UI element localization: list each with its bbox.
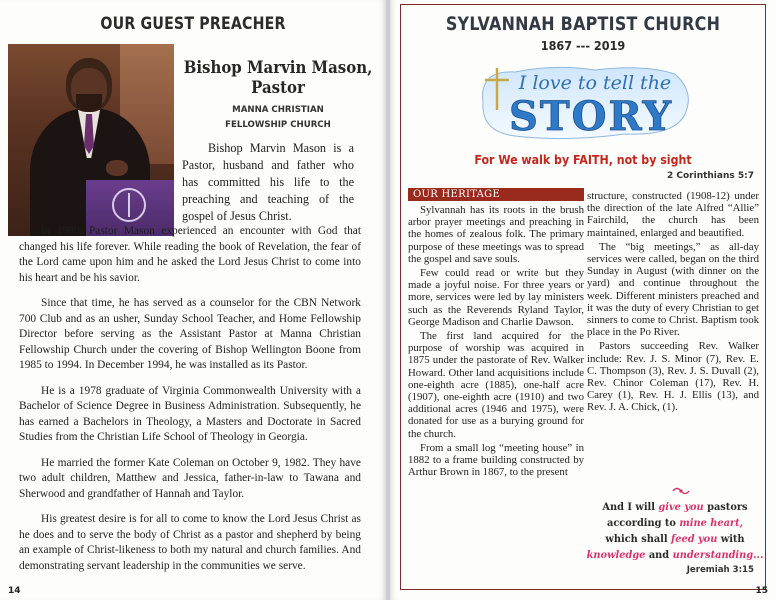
logo-line-2: STORY xyxy=(508,93,674,140)
faith-reference: 2 Corinthians 5:7 xyxy=(666,171,754,181)
left-page xyxy=(0,0,386,600)
bio-paragraph: He married the former Kate Coleman on October 9, 1982. They have two adult children, Matthew and Jessica, father-in-law to Tawana and Sherwood and grandfather of Hannah and Taylor. xyxy=(19,456,361,500)
page-number-right: 15 xyxy=(755,586,768,596)
verse-text: which shall xyxy=(605,534,672,545)
scripture-verse xyxy=(586,500,764,564)
biography-body xyxy=(19,224,361,584)
intro-paragraph: Bishop Marvin Mason is a Pastor, husband and father who has committed his life to the preaching and teaching of the gospel of Jesus Christ. xyxy=(182,141,354,223)
heritage-paragraph: Few could read or write but they made a joyful noise. For three years or more, services were led by lay ministers such as the Reverends Ryland Taylor, George Madison and Charlie Dawson. xyxy=(408,267,584,328)
pastor-name-line: Bishop Marvin Mason, xyxy=(183,58,373,78)
pastor-name xyxy=(183,58,373,98)
pastor-title-line: Pastor xyxy=(251,78,305,98)
heritage-paragraph: From a small log “meeting house” in 1882 to a frame building constructed by Arthur Brown in 1867, to the present xyxy=(408,441,584,479)
heritage-column-left xyxy=(408,204,584,480)
heritage-paragraph: Pastors succeeding Rev. Walker include: Rev. J. S. Minor (7), Rev. E. C. Thompson (3), Rev. J. S. Duvall (2), Rev. Chinor Coleman (17), Rev. H. Carey (1), Rev. H. J. Ellis (13), and Rev. J. A. Chick, (1). xyxy=(587,340,759,414)
bio-paragraph: In 1980, Pastor Mason experienced an encounter with God that changed his life forever. While reading the book of Revelation, the fear of the Lord came upon him and he asked the Lord Jesus Christ to come into his heart and be his savior. xyxy=(19,225,361,284)
verse-highlight: mine heart, xyxy=(679,518,744,529)
bio-paragraph: He is a 1978 graduate of Virginia Commonwealth University with a Bachelor of Science Degree in Business Administration. Subsequently, he has earned a Bachelors in Theology, a Masters and Doctorate in Sacred Studies from the Christian Life School of Theology in Georgia. xyxy=(19,384,361,443)
heritage-paragraph: structure, constructed (1908-12) under the direction of the late Alfred “Allie” Fairchild, the church has been maintained, enlarged and beautified. xyxy=(587,190,759,239)
verse-highlight: understanding... xyxy=(672,550,764,561)
verse-highlight: knowledge xyxy=(586,550,646,561)
logo-line-1: I love to tell the xyxy=(518,72,672,94)
guest-preacher-heading: OUR GUEST PREACHER xyxy=(100,14,286,33)
bio-paragraph: His greatest desire is for all to come to know the Lord Jesus Christ as he does and to serve the body of Christ as a pastor and shepherd by being an example of Christ-likeness to both my natural and church families. And demonstrating servant leadership in the communities we serve. xyxy=(19,513,361,572)
verse-highlight: give you xyxy=(658,502,704,513)
verse-text: and xyxy=(645,550,673,561)
church-line-1: MANNA CHRISTIAN xyxy=(232,105,324,115)
heritage-column-right xyxy=(587,190,759,416)
right-page xyxy=(390,0,776,600)
flourish-icon xyxy=(672,486,690,496)
heritage-paragraph: Sylvannah has its roots in the brush arbor prayer meetings and preaching in the homes of zealous folk. The primary purpose of these meetings was to spread the gospel and save souls. xyxy=(408,204,584,265)
pastor-photo xyxy=(8,44,174,236)
verse-highlight: feed you xyxy=(671,534,718,545)
pastor-church xyxy=(170,103,386,133)
heritage-paragraph: The first land acquired for the purpose of worship was acquired in 1875 under the pastorate of Rev. Walker Howard. Other land acquisitions include one-eighth acre (1885), one-half acre (1907), one-eighth acre (1910) and two additional acres (1946 and 1975), were donated for use as a burying ground for the church. xyxy=(408,330,584,440)
bio-paragraph: Since that time, he has served as a counselor for the CBN Network 700 Club and as an usher, Sunday School Teacher, and Home Fellowship Director before serving as the Assistant Pastor at Manna Christian Fellowship Church under the covering of Bishop Wellington Boone from 1985 to 1994. In December 1994, he was installed as its Pastor. xyxy=(19,297,361,371)
faith-slogan: For We walk by FAITH, not by sight xyxy=(474,153,692,167)
story-logo xyxy=(475,62,697,142)
verse-text: pastors xyxy=(703,502,748,513)
heritage-heading: OUR HERITAGE xyxy=(408,188,584,201)
verse-text: And I will xyxy=(602,502,659,513)
verse-text: with xyxy=(717,534,745,545)
verse-text: according to xyxy=(606,518,680,529)
church-years: 1867 --- 2019 xyxy=(540,38,626,53)
church-name: SYLVANNAH BAPTIST CHURCH xyxy=(445,14,721,35)
church-line-2: FELLOWSHIP CHURCH xyxy=(225,120,331,130)
verse-reference: Jeremiah 3:15 xyxy=(686,565,754,575)
page-number-left: 14 xyxy=(8,586,21,596)
heritage-paragraph: The “big meetings,” as all-day services were called, began on the third Sunday in August (with dinner on the yard) and continue throughout the week. Different ministers preached and it was the duty of every Christian to get sinners to come to Christ. Baptism took place in the Po River. xyxy=(587,240,759,339)
